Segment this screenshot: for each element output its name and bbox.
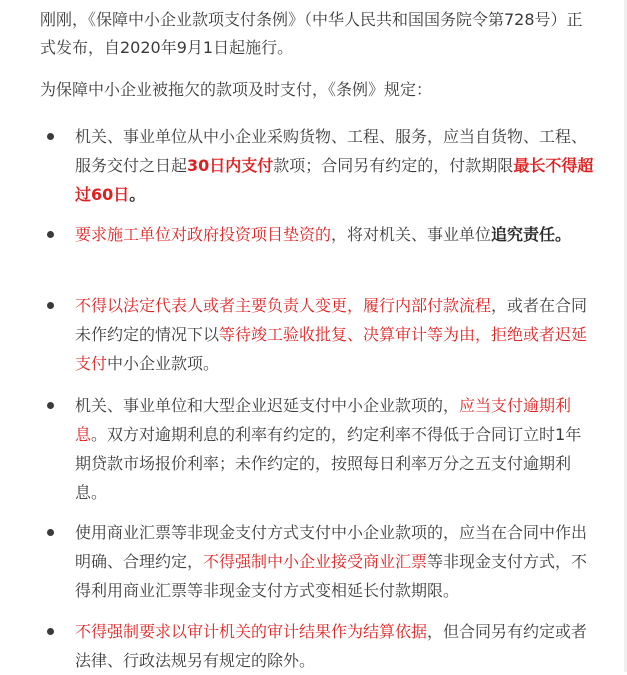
highlight-text: 不得以法定代表人或者主要负责人变更，履行内部付款流程 (75, 296, 492, 315)
item-text: 款项；合同另有约定的，付款期限 (273, 156, 514, 175)
item-text: 。双方对逾期利息的利率有约定的，约定利率不得低于合同订立时1年期贷款市场报价利率；未作约定的，按照每日利率万分之五支付逾期利息。 (75, 425, 582, 502)
highlight-text: 最长不得超过60日 (75, 156, 594, 204)
list-item (75, 291, 595, 378)
list-item (75, 518, 595, 605)
intro-lead-paragraph: 为保障中小企业被拖欠的款项及时支付，《条例》规定： (40, 80, 433, 99)
highlight-text: 应当支付逾期利息 (75, 396, 572, 444)
item-text: 。 (555, 225, 572, 244)
item-text: ，将对机关、事业单位 (331, 225, 492, 244)
item-text: 机关、事业单位从中小企业采购货物、工程、服务，应当自货物、工程、服务交付之日起 (75, 127, 588, 175)
item-text: 使用商业汇票等非现金支付方式支付中小企业款项的，应当在合同中作出明确、合理约定， (75, 523, 588, 571)
list-item (75, 391, 595, 507)
highlight-text: 不得强制中小企业接受商业汇票 (203, 552, 428, 571)
highlight-text: 30日内支付 (187, 156, 274, 175)
bullet-marker (47, 529, 54, 536)
highlight-text: 不得强制要求以审计机关的审计结果作为结算依据 (75, 622, 428, 641)
list-item (75, 122, 595, 209)
bullet-marker (47, 133, 54, 140)
item-text: 。 (129, 185, 146, 204)
bullet-marker (47, 302, 54, 309)
bullet-marker (47, 402, 54, 409)
emphasis-text: 追究责任 (491, 225, 556, 244)
bullet-marker (47, 231, 54, 238)
bullet-marker (47, 628, 54, 635)
highlight-text: 要求施工单位对政府投资项目垫资的 (75, 225, 332, 244)
item-text: 等非现金支付方式，不得利用商业汇票等非现金支付方式变相延长付款期限。 (75, 552, 588, 600)
item-text: ，但合同另有约定或者法律、行政法规另有规定的除外。 (75, 622, 588, 670)
highlight-text: 等待竣工验收批复、决算审计等为由，拒绝或者迟延支付 (75, 325, 588, 373)
item-text: ，或者在合同未作约定的情况下以 (75, 296, 588, 344)
item-text: 中小企业款项。 (107, 354, 220, 373)
list-item (75, 220, 595, 249)
intro-paragraph: 刚刚，《保障中小企业款项支付条例》（中华人民共和国国务院令第728号）正式发布，自2020年9月1日起施行。 (40, 10, 583, 57)
item-text: 机关、事业单位和大型企业迟延支付中小企业款项的， (75, 396, 460, 415)
list-item (75, 617, 595, 675)
